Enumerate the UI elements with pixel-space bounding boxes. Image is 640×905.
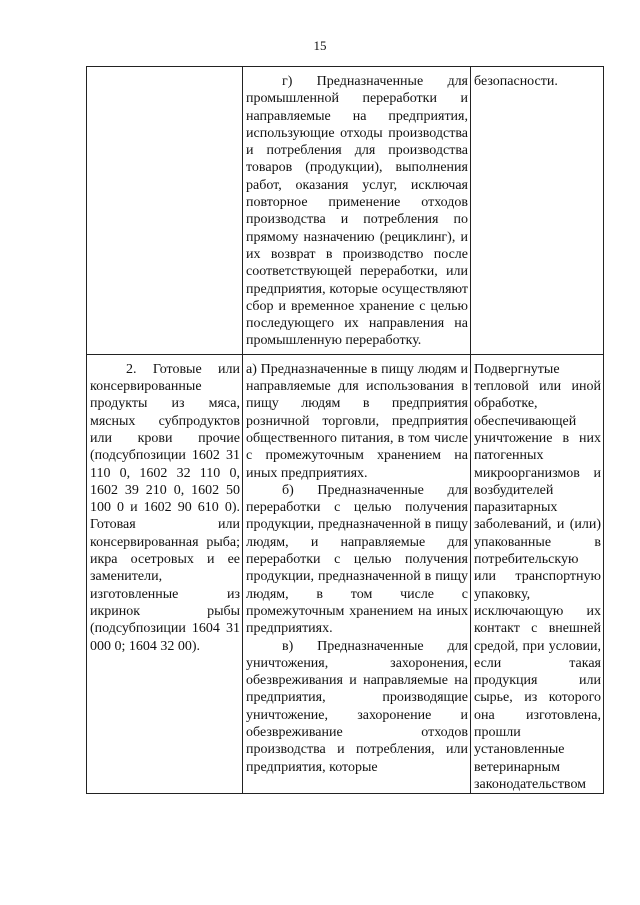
product-cell [87, 354, 243, 793]
regulation-table [86, 66, 604, 794]
purpose-paragraph-b: б) Предназначенные для переработки с целью получения продукции, предназначенной в пищу людям, и направляемые для переработки с целью получения продукции, предназначенной в пищу людям, в том числе с промежуточным хранением на иных предприятиях. [246, 482, 468, 637]
product-cell [87, 67, 243, 355]
page-number: 15 [313, 38, 327, 53]
product-description: 2. Готовые или консервированные продукты из мяса, мясных субпродуктов или крови прочие (подсубпозиции 1602 31 110 0, 1602 32 110 0, 1602 39 210 0, 1602 50 100 0 и 1602 90 610 0). Готовая или консервированная рыба; икра осетровых и ее заменители, изготовленные из икринок рыбы (подсубпозиции 1604 31 000 0; 1604 32 00). [90, 361, 240, 654]
purpose-cell [243, 67, 471, 355]
purpose-paragraph-v: в) Предназначенные для уничтожения, захоронения, обезвреживания и направляемые на предприятия, производящие уничтожение, захоронение и обезвреживание отходов производства и потребления, или предприятия, которые [246, 638, 468, 775]
purpose-paragraph-a: а) Предназначенные в пищу людям и направляемые для использования в пищу людям в предприятия розничной торговли, предприятия общественного питания, в том числе с промежуточным хранением на иных предприятиях. [246, 361, 468, 481]
table-row [87, 67, 604, 355]
condition-text: Подвергнутые тепловой или иной обработке, обеспечивающей уничтожение в них патогенных микроорганизмов и возбудителей паразитарных заболеваний, и (или) упакованные в потребительскую или транспортную упаковку, исключающую их контакт с внешней средой, при условии, если такая продукция или сырье, из которого она изготовлена, прошли установленные ветеринарным законодательством [474, 361, 601, 792]
purpose-paragraph-g: г) Предназначенные для промышленной переработки и направляемые на предприятия, использующие отходы производства и потребления для производства товаров (продукции), выполнения работ, оказания услуг, исключая повторное применение отходов производства и потребления по прямому назначению (рециклинг), и их возврат в производство после соответствующей переработки, или предприятия, которые осуществляют сбор и временное хранение с целью последующего их направления на промышленную переработку. [246, 74, 468, 349]
table-row [87, 354, 604, 793]
purpose-cell [243, 354, 471, 793]
condition-cell [471, 354, 604, 793]
condition-cell: безопасности. [471, 67, 604, 355]
